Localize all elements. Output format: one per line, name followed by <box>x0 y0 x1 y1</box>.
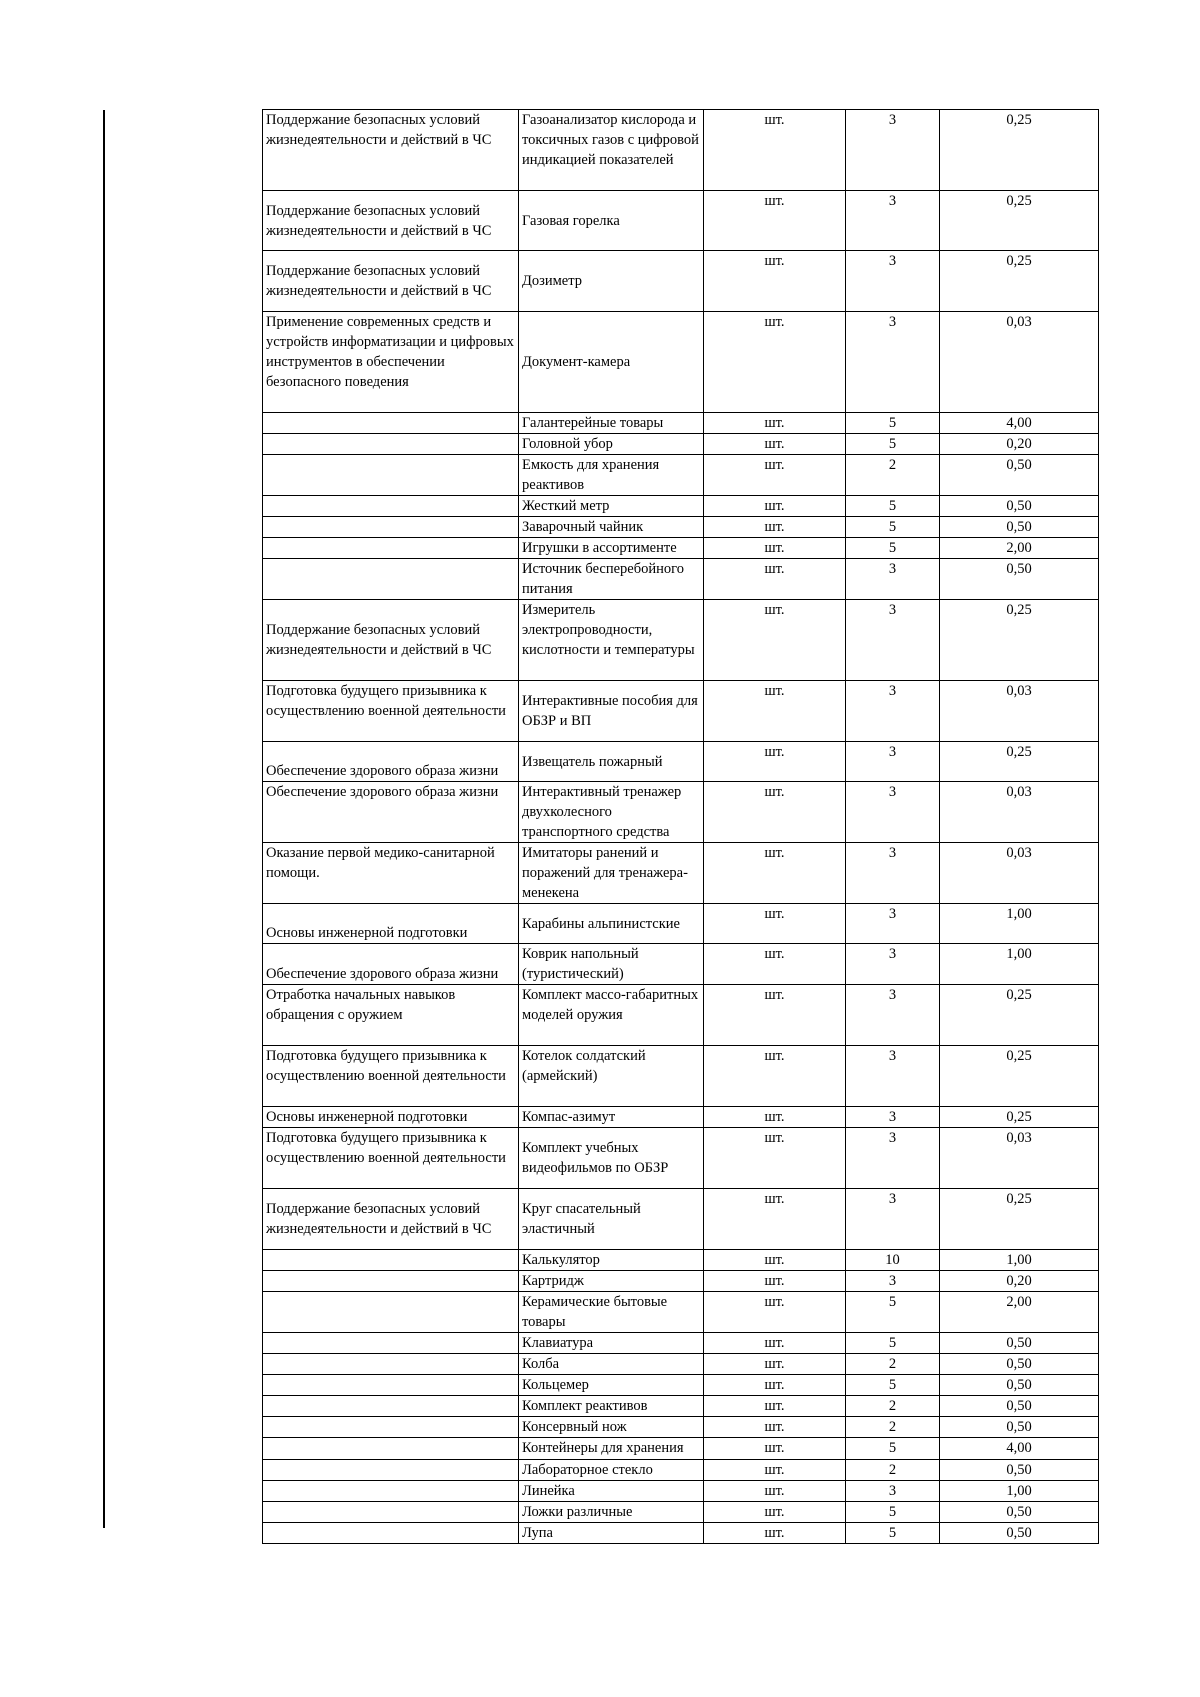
table-row <box>263 782 1099 843</box>
item-name-cell: Газовая горелка <box>519 191 704 251</box>
unit-cell: шт. <box>704 985 846 1046</box>
quantity-cell: 5 <box>846 1438 940 1460</box>
quantity-cell: 2 <box>846 1354 940 1375</box>
section-cell <box>263 1333 519 1354</box>
item-name-cell: Источник бесперебойного питания <box>519 559 704 600</box>
unit-cell: шт. <box>704 110 846 191</box>
table-row <box>263 843 1099 904</box>
table-row <box>263 1417 1099 1438</box>
table-row <box>263 251 1099 312</box>
unit-cell: шт. <box>704 1417 846 1438</box>
share-cell: 0,25 <box>940 1189 1099 1250</box>
table-row <box>263 1375 1099 1396</box>
quantity-cell: 2 <box>846 1460 940 1481</box>
quantity-cell: 5 <box>846 1502 940 1523</box>
table-row <box>263 600 1099 681</box>
table-row <box>263 1292 1099 1333</box>
item-name-cell: Измеритель электропроводности, кислотности и температуры <box>519 600 704 681</box>
unit-cell: шт. <box>704 1107 846 1128</box>
section-cell <box>263 413 519 434</box>
table-row <box>263 985 1099 1046</box>
unit-cell: шт. <box>704 251 846 312</box>
table-row <box>263 1523 1099 1544</box>
table-row <box>263 559 1099 600</box>
share-cell: 0,50 <box>940 496 1099 517</box>
share-cell: 0,03 <box>940 843 1099 904</box>
unit-cell: шт. <box>704 1128 846 1189</box>
unit-cell: шт. <box>704 1354 846 1375</box>
share-cell: 1,00 <box>940 1481 1099 1502</box>
item-name-cell: Комплект массо-габаритных моделей оружия <box>519 985 704 1046</box>
item-name-cell: Дозиметр <box>519 251 704 312</box>
unit-cell: шт. <box>704 904 846 944</box>
unit-cell: шт. <box>704 434 846 455</box>
unit-cell: шт. <box>704 782 846 843</box>
table-row <box>263 1107 1099 1128</box>
unit-cell: шт. <box>704 559 846 600</box>
table-row <box>263 1460 1099 1481</box>
table-row <box>263 1271 1099 1292</box>
section-cell <box>263 1481 519 1502</box>
item-name-cell: Жесткий метр <box>519 496 704 517</box>
section-cell: Подготовка будущего призывника к осуществлению военной деятельности <box>263 1046 519 1107</box>
quantity-cell: 3 <box>846 904 940 944</box>
section-cell <box>263 1460 519 1481</box>
unit-cell: шт. <box>704 742 846 782</box>
unit-cell: шт. <box>704 1333 846 1354</box>
table-row <box>263 517 1099 538</box>
unit-cell: шт. <box>704 496 846 517</box>
table-row <box>263 1333 1099 1354</box>
share-cell: 0,50 <box>940 1502 1099 1523</box>
share-cell: 0,03 <box>940 782 1099 843</box>
share-cell: 0,50 <box>940 1417 1099 1438</box>
item-name-cell: Интерактивный тренажер двухколесного транспортного средства <box>519 782 704 843</box>
section-cell: Отработка начальных навыков обращения с оружием <box>263 985 519 1046</box>
section-cell <box>263 1502 519 1523</box>
unit-cell: шт. <box>704 1375 846 1396</box>
quantity-cell: 3 <box>846 600 940 681</box>
share-cell: 1,00 <box>940 904 1099 944</box>
section-cell <box>263 517 519 538</box>
share-cell: 4,00 <box>940 1438 1099 1460</box>
unit-cell: шт. <box>704 843 846 904</box>
share-cell: 0,25 <box>940 742 1099 782</box>
section-cell <box>263 1292 519 1333</box>
share-cell: 0,50 <box>940 1333 1099 1354</box>
unit-cell: шт. <box>704 681 846 742</box>
table-row <box>263 904 1099 944</box>
item-name-cell: Кольцемер <box>519 1375 704 1396</box>
item-name-cell: Интерактивные пособия для ОБЗР и ВП <box>519 681 704 742</box>
item-name-cell: Емкость для хранения реактивов <box>519 455 704 496</box>
item-name-cell: Коврик напольный (туристический) <box>519 944 704 985</box>
quantity-cell: 5 <box>846 1333 940 1354</box>
table-row <box>263 455 1099 496</box>
item-name-cell: Ложки различные <box>519 1502 704 1523</box>
unit-cell: шт. <box>704 1460 846 1481</box>
section-cell: Поддержание безопасных условий жизнедеятельности и действий в ЧС <box>263 1189 519 1250</box>
table-row <box>263 413 1099 434</box>
table-row <box>263 681 1099 742</box>
table-row <box>263 944 1099 985</box>
item-name-cell: Линейка <box>519 1481 704 1502</box>
quantity-cell: 3 <box>846 681 940 742</box>
equipment-table-body <box>263 110 1099 1544</box>
share-cell: 0,20 <box>940 1271 1099 1292</box>
share-cell: 0,50 <box>940 1460 1099 1481</box>
unit-cell: шт. <box>704 1523 846 1544</box>
quantity-cell: 3 <box>846 312 940 413</box>
section-cell: Поддержание безопасных условий жизнедеятельности и действий в ЧС <box>263 110 519 191</box>
share-cell: 4,00 <box>940 413 1099 434</box>
share-cell: 0,03 <box>940 1128 1099 1189</box>
table-row <box>263 312 1099 413</box>
quantity-cell: 3 <box>846 1107 940 1128</box>
section-cell <box>263 1438 519 1460</box>
item-name-cell: Картридж <box>519 1271 704 1292</box>
item-name-cell: Лупа <box>519 1523 704 1544</box>
share-cell: 0,25 <box>940 600 1099 681</box>
section-cell <box>263 434 519 455</box>
quantity-cell: 3 <box>846 1046 940 1107</box>
share-cell: 0,50 <box>940 517 1099 538</box>
share-cell: 1,00 <box>940 1250 1099 1271</box>
unit-cell: шт. <box>704 600 846 681</box>
quantity-cell: 3 <box>846 110 940 191</box>
unit-cell: шт. <box>704 1250 846 1271</box>
table-row <box>263 1046 1099 1107</box>
section-cell <box>263 455 519 496</box>
table-row <box>263 434 1099 455</box>
section-cell: Оказание первой медико-санитарной помощи. <box>263 843 519 904</box>
quantity-cell: 3 <box>846 742 940 782</box>
section-cell: Подготовка будущего призывника к осуществлению военной деятельности <box>263 681 519 742</box>
share-cell: 0,25 <box>940 985 1099 1046</box>
item-name-cell: Галантерейные товары <box>519 413 704 434</box>
unit-cell: шт. <box>704 538 846 559</box>
table-row <box>263 496 1099 517</box>
section-cell <box>263 1271 519 1292</box>
item-name-cell: Извещатель пожарный <box>519 742 704 782</box>
quantity-cell: 5 <box>846 1375 940 1396</box>
table-row <box>263 1396 1099 1417</box>
margin-line <box>103 110 105 1528</box>
section-cell <box>263 1375 519 1396</box>
quantity-cell: 2 <box>846 1396 940 1417</box>
quantity-cell: 10 <box>846 1250 940 1271</box>
unit-cell: шт. <box>704 1438 846 1460</box>
section-cell <box>263 1250 519 1271</box>
quantity-cell: 5 <box>846 1292 940 1333</box>
unit-cell: шт. <box>704 1502 846 1523</box>
unit-cell: шт. <box>704 1481 846 1502</box>
item-name-cell: Комплект реактивов <box>519 1396 704 1417</box>
item-name-cell: Карабины альпинистские <box>519 904 704 944</box>
table-row <box>263 1354 1099 1375</box>
share-cell: 2,00 <box>940 1292 1099 1333</box>
unit-cell: шт. <box>704 1189 846 1250</box>
item-name-cell: Комплект учебных видеофильмов по ОБЗР <box>519 1128 704 1189</box>
unit-cell: шт. <box>704 1046 846 1107</box>
section-cell: Обеспечение здорового образа жизни <box>263 742 519 782</box>
share-cell: 0,25 <box>940 110 1099 191</box>
share-cell: 1,00 <box>940 944 1099 985</box>
share-cell: 0,50 <box>940 455 1099 496</box>
table-row <box>263 1438 1099 1460</box>
section-cell: Применение современных средств и устройств информатизации и цифровых инструментов в обеспечении безопасного поведения <box>263 312 519 413</box>
quantity-cell: 5 <box>846 1523 940 1544</box>
table-row <box>263 110 1099 191</box>
item-name-cell: Компас-азимут <box>519 1107 704 1128</box>
quantity-cell: 3 <box>846 1271 940 1292</box>
unit-cell: шт. <box>704 517 846 538</box>
item-name-cell: Консервный нож <box>519 1417 704 1438</box>
item-name-cell: Игрушки в ассортименте <box>519 538 704 559</box>
unit-cell: шт. <box>704 191 846 251</box>
quantity-cell: 2 <box>846 455 940 496</box>
quantity-cell: 5 <box>846 538 940 559</box>
quantity-cell: 3 <box>846 1189 940 1250</box>
section-cell: Поддержание безопасных условий жизнедеятельности и действий в ЧС <box>263 251 519 312</box>
share-cell: 0,03 <box>940 312 1099 413</box>
item-name-cell: Лабораторное стекло <box>519 1460 704 1481</box>
share-cell: 0,25 <box>940 191 1099 251</box>
item-name-cell: Клавиатура <box>519 1333 704 1354</box>
share-cell: 0,25 <box>940 1107 1099 1128</box>
item-name-cell: Документ-камера <box>519 312 704 413</box>
table-row <box>263 1250 1099 1271</box>
item-name-cell: Керамические бытовые товары <box>519 1292 704 1333</box>
share-cell: 0,20 <box>940 434 1099 455</box>
table-row <box>263 742 1099 782</box>
share-cell: 0,50 <box>940 1375 1099 1396</box>
quantity-cell: 3 <box>846 944 940 985</box>
quantity-cell: 3 <box>846 559 940 600</box>
quantity-cell: 3 <box>846 191 940 251</box>
quantity-cell: 5 <box>846 496 940 517</box>
quantity-cell: 5 <box>846 413 940 434</box>
section-cell: Обеспечение здорового образа жизни <box>263 944 519 985</box>
item-name-cell: Газоанализатор кислорода и токсичных газов с цифровой индикацией показателей <box>519 110 704 191</box>
section-cell: Основы инженерной подготовки <box>263 904 519 944</box>
share-cell: 0,50 <box>940 1523 1099 1544</box>
table-row <box>263 1502 1099 1523</box>
section-cell <box>263 559 519 600</box>
share-cell: 0,25 <box>940 1046 1099 1107</box>
quantity-cell: 2 <box>846 1417 940 1438</box>
unit-cell: шт. <box>704 1271 846 1292</box>
share-cell: 0,25 <box>940 251 1099 312</box>
unit-cell: шт. <box>704 1292 846 1333</box>
unit-cell: шт. <box>704 944 846 985</box>
quantity-cell: 3 <box>846 782 940 843</box>
table-row <box>263 1128 1099 1189</box>
section-cell: Основы инженерной подготовки <box>263 1107 519 1128</box>
unit-cell: шт. <box>704 455 846 496</box>
section-cell: Поддержание безопасных условий жизнедеятельности и действий в ЧС <box>263 191 519 251</box>
item-name-cell: Калькулятор <box>519 1250 704 1271</box>
share-cell: 0,50 <box>940 1396 1099 1417</box>
quantity-cell: 5 <box>846 517 940 538</box>
unit-cell: шт. <box>704 312 846 413</box>
item-name-cell: Колба <box>519 1354 704 1375</box>
section-cell <box>263 1354 519 1375</box>
section-cell <box>263 1417 519 1438</box>
section-cell: Обеспечение здорового образа жизни <box>263 782 519 843</box>
table-row <box>263 538 1099 559</box>
item-name-cell: Контейнеры для хранения <box>519 1438 704 1460</box>
share-cell: 2,00 <box>940 538 1099 559</box>
table-row <box>263 1481 1099 1502</box>
section-cell <box>263 1396 519 1417</box>
table-row <box>263 191 1099 251</box>
item-name-cell: Круг спасательный эластичный <box>519 1189 704 1250</box>
quantity-cell: 3 <box>846 985 940 1046</box>
quantity-cell: 3 <box>846 1128 940 1189</box>
share-cell: 0,03 <box>940 681 1099 742</box>
item-name-cell: Заварочный чайник <box>519 517 704 538</box>
table-row <box>263 1189 1099 1250</box>
section-cell <box>263 1523 519 1544</box>
equipment-table <box>262 109 1099 1544</box>
share-cell: 0,50 <box>940 559 1099 600</box>
unit-cell: шт. <box>704 1396 846 1417</box>
quantity-cell: 3 <box>846 251 940 312</box>
quantity-cell: 3 <box>846 843 940 904</box>
share-cell: 0,50 <box>940 1354 1099 1375</box>
quantity-cell: 5 <box>846 434 940 455</box>
section-cell <box>263 538 519 559</box>
section-cell <box>263 496 519 517</box>
quantity-cell: 3 <box>846 1481 940 1502</box>
item-name-cell: Головной убор <box>519 434 704 455</box>
item-name-cell: Котелок солдатский (армейский) <box>519 1046 704 1107</box>
unit-cell: шт. <box>704 413 846 434</box>
item-name-cell: Имитаторы ранений и поражений для тренажера-менекена <box>519 843 704 904</box>
section-cell: Поддержание безопасных условий жизнедеятельности и действий в ЧС <box>263 600 519 681</box>
section-cell: Подготовка будущего призывника к осуществлению военной деятельности <box>263 1128 519 1189</box>
